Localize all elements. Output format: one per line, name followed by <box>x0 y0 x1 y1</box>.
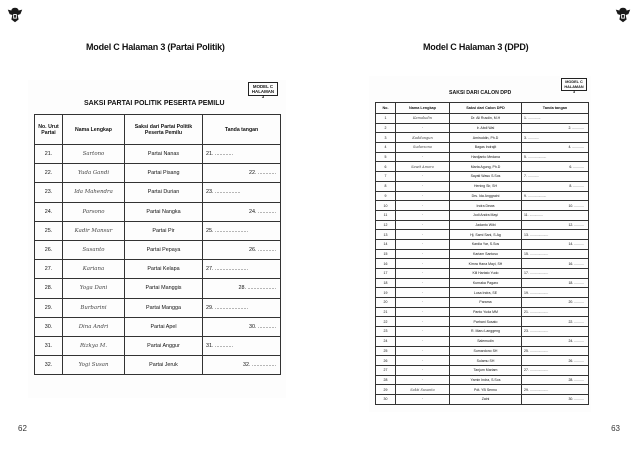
row-no: 23. <box>35 183 63 202</box>
table-header <box>376 103 589 114</box>
row-name: - <box>396 307 450 317</box>
row-candidate: Salemudin <box>450 336 522 346</box>
row-name: Yuda Gandi <box>63 164 125 183</box>
row-party: Partai Jeruk <box>125 356 203 375</box>
row-no: 2 <box>376 123 396 133</box>
row-name: - <box>396 288 450 298</box>
row-signature: 1. ............. <box>522 114 589 124</box>
row-name: Yoga Dani <box>63 279 125 298</box>
row-candidate: Bagas Indrajit <box>450 143 522 153</box>
row-signature: 18. .......... <box>522 278 589 288</box>
row-signature: 20. .......... <box>522 298 589 308</box>
row-no: 30. <box>35 317 63 336</box>
row-no: 24. <box>35 202 63 221</box>
row-signature: 21. ................... <box>522 307 589 317</box>
row-signature: 28. ................... <box>203 279 281 298</box>
row-party: Partai Anggur <box>125 336 203 355</box>
row-name: - <box>396 317 450 327</box>
row-name: - <box>396 278 450 288</box>
row-no: 11 <box>376 210 396 220</box>
table-row <box>376 356 589 366</box>
table-row <box>376 191 589 201</box>
row-no: 32. <box>35 356 63 375</box>
row-no: 18 <box>376 278 396 288</box>
row-signature: 12. .......... <box>522 220 589 230</box>
table-row <box>376 365 589 375</box>
row-candidate: Parhani Susato <box>450 317 522 327</box>
row-signature: 30. ............ <box>203 317 281 336</box>
row-candidate: Dr. Ali Rusdin, M.H <box>450 114 522 124</box>
row-signature: 11. .............. <box>522 210 589 220</box>
row-no: 12 <box>376 220 396 230</box>
row-name: - <box>396 210 450 220</box>
table-row <box>376 181 589 191</box>
row-no: 7 <box>376 172 396 182</box>
running-title: Model C Halaman 3 (Partai Politik) <box>86 42 225 52</box>
row-party: Partai Nangka <box>125 202 203 221</box>
row-name: Parsono <box>63 202 125 221</box>
row-no: 23 <box>376 327 396 337</box>
row-name: - <box>396 346 450 356</box>
row-signature: 6. ........... <box>522 162 589 172</box>
table-row <box>376 307 589 317</box>
row-signature: 16. .......... <box>522 259 589 269</box>
row-name: Sakti Susanto <box>396 385 450 395</box>
row-party: Partai Durian <box>125 183 203 202</box>
row-no: 13 <box>376 230 396 240</box>
row-signature: 22. .......... <box>522 317 589 327</box>
row-candidate: Jodi Andra Mayi <box>450 210 522 220</box>
row-candidate: Sumardono SH <box>450 346 522 356</box>
row-no: 8 <box>376 181 396 191</box>
table-row <box>35 221 281 240</box>
row-signature: 23. ................... <box>522 327 589 337</box>
table-row <box>376 336 589 346</box>
row-no: 30 <box>376 394 396 404</box>
row-no: 27. <box>35 260 63 279</box>
row-candidate: Kill Hartato Yudo <box>450 269 522 279</box>
row-no: 22 <box>376 317 396 327</box>
right-page <box>319 0 638 453</box>
row-signature: 29. ...................... <box>203 298 281 317</box>
row-name: - <box>396 249 450 259</box>
row-candidate: Sulamu SH <box>450 356 522 366</box>
row-name: - <box>396 356 450 366</box>
row-signature: 25. ................... <box>522 346 589 356</box>
row-no: 10 <box>376 201 396 211</box>
row-candidate: Indra Dewa <box>450 201 522 211</box>
row-name: - <box>396 230 450 240</box>
row-candidate: Kariam Santoso <box>450 249 522 259</box>
row-party: Partai Mangga <box>125 298 203 317</box>
row-party: Partai Pepaya <box>125 240 203 259</box>
row-name: Kariana <box>63 260 125 279</box>
row-candidate: Kurnaka Pagaro <box>450 278 522 288</box>
row-signature: 9. ................... <box>522 191 589 201</box>
table-row <box>35 356 281 375</box>
row-party: Partai Apel <box>125 317 203 336</box>
row-signature: 24. .......... <box>522 336 589 346</box>
table-row <box>376 317 589 327</box>
table-header <box>35 115 281 145</box>
row-candidate: Hening Sir, SH <box>450 181 522 191</box>
row-candidate: Pdt. YB Senno <box>450 385 522 395</box>
row-candidate: Zaini <box>450 394 522 404</box>
row-signature: 26. .......... <box>522 356 589 366</box>
col-header-no: No. <box>376 103 396 114</box>
table-row <box>35 279 281 298</box>
table-row <box>35 240 281 259</box>
model-label-line2: HALAMAN 3 <box>251 89 275 99</box>
row-name: - <box>396 327 450 337</box>
table-row <box>376 201 589 211</box>
row-signature: 21. ............ <box>203 145 281 164</box>
row-no: 26 <box>376 356 396 366</box>
col-header-candidate: Saksi dari Calon DPD <box>450 103 522 114</box>
table-row <box>376 375 589 385</box>
row-candidate: Ir. Abdi Wal <box>450 123 522 133</box>
page-number: 62 <box>18 424 27 433</box>
row-candidate: Panto Yuda MM <box>450 307 522 317</box>
row-name: - <box>396 269 450 279</box>
row-signature: 31. ............ <box>203 336 281 355</box>
row-name: - <box>396 172 450 182</box>
model-label-line1: MODEL C <box>565 80 583 84</box>
row-name: - <box>396 259 450 269</box>
row-signature: 23. ................. <box>203 183 281 202</box>
row-no: 20 <box>376 298 396 308</box>
row-name: Ida Mahendra <box>63 183 125 202</box>
row-no: 29. <box>35 298 63 317</box>
row-no: 15 <box>376 249 396 259</box>
row-signature: 19. ................... <box>522 288 589 298</box>
row-no: 5 <box>376 152 396 162</box>
row-candidate: Jadanto Wibi <box>450 220 522 230</box>
col-header-name: Nama Lengkap <box>396 103 450 114</box>
table-row <box>376 172 589 182</box>
table-row <box>35 164 281 183</box>
row-no: 16 <box>376 259 396 269</box>
row-signature: 25. ...................... <box>203 221 281 240</box>
row-no: 24 <box>376 336 396 346</box>
running-title: Model C Halaman 3 (DPD) <box>423 42 529 52</box>
row-signature: 24. ............ <box>203 202 281 221</box>
row-name: Yogi Susan <box>63 356 125 375</box>
row-no: 4 <box>376 143 396 153</box>
table-row <box>376 239 589 249</box>
row-candidate: Hj. Sami Sani, S.Ag <box>450 230 522 240</box>
table-row <box>376 143 589 153</box>
row-name: - <box>396 191 450 201</box>
form-title: SAKSI PARTAI POLITIK PESERTA PEMILU <box>84 100 225 107</box>
row-signature: 10. .......... <box>522 201 589 211</box>
row-name: Burbarini <box>63 298 125 317</box>
row-no: 31. <box>35 336 63 355</box>
table-row <box>376 230 589 240</box>
table-row <box>376 385 589 395</box>
col-header-no: No. Urut Partai <box>35 115 63 145</box>
table-row <box>376 114 589 124</box>
garuda-emblem-icon <box>6 6 24 24</box>
row-no: 1 <box>376 114 396 124</box>
row-no: 28. <box>35 279 63 298</box>
row-candidate: R. Maru Langgeng <box>450 327 522 337</box>
table-row <box>376 249 589 259</box>
table-row <box>376 269 589 279</box>
row-signature: 7. ........... <box>522 172 589 182</box>
row-name: - <box>396 365 450 375</box>
row-no: 22. <box>35 164 63 183</box>
row-name: Kadir Mansur <box>63 221 125 240</box>
row-no: 3 <box>376 133 396 143</box>
row-name: - <box>396 220 450 230</box>
table-row <box>376 133 589 143</box>
row-no: 25. <box>35 221 63 240</box>
row-signature: 13. ................... <box>522 230 589 240</box>
party-witness-table <box>34 114 281 375</box>
col-header-party: Saksi dari Partai Politik Peserta Pemilu <box>125 115 203 145</box>
garuda-emblem-icon <box>614 6 632 24</box>
table-row <box>376 220 589 230</box>
row-name: - <box>396 181 450 191</box>
row-signature: 27. ................... <box>522 365 589 375</box>
form-title: SAKSI DARI CALON DPD <box>449 90 512 96</box>
row-no: 28 <box>376 375 396 385</box>
row-signature: 4. ............ <box>522 143 589 153</box>
row-name: - <box>396 375 450 385</box>
table-row <box>376 394 589 404</box>
row-name: Kaddungun <box>396 133 450 143</box>
model-label-box <box>248 82 278 99</box>
table-row <box>376 162 589 172</box>
row-name: Sawit Amoro <box>396 162 450 172</box>
row-signature: 28. .......... <box>522 375 589 385</box>
model-label-line1: MODEL C <box>252 84 274 89</box>
dpd-witness-form <box>369 76 591 412</box>
table-row <box>376 278 589 288</box>
row-no: 29 <box>376 385 396 395</box>
row-name: - <box>396 123 450 133</box>
row-candidate: Parama <box>450 298 522 308</box>
row-candidate: Sayati Wasu S.Sos <box>450 172 522 182</box>
row-signature: 2. ............ <box>522 123 589 133</box>
row-no: 6 <box>376 162 396 172</box>
row-signature: 8. ........... <box>522 181 589 191</box>
row-name: Kamaludin <box>396 114 450 124</box>
row-party: Partai Manggis <box>125 279 203 298</box>
row-name: - <box>396 239 450 249</box>
table-row <box>376 288 589 298</box>
row-signature: 14. .......... <box>522 239 589 249</box>
row-name: - <box>396 298 450 308</box>
row-signature: 29. ................... <box>522 385 589 395</box>
row-name: - <box>396 152 450 162</box>
row-no: 19 <box>376 288 396 298</box>
model-label-box <box>561 78 587 94</box>
page-number: 63 <box>611 424 620 433</box>
row-signature: 32. ................ <box>203 356 281 375</box>
row-candidate: Kardia Yar, S.Sos <box>450 239 522 249</box>
row-candidate: Yamin Indra, S.Sos <box>450 375 522 385</box>
row-party: Partai Nanas <box>125 145 203 164</box>
col-header-name: Nama Lengkap <box>63 115 125 145</box>
table-row <box>35 317 281 336</box>
table-row <box>376 123 589 133</box>
table-row <box>35 145 281 164</box>
row-candidate: Amiruddin, Ph.D <box>450 133 522 143</box>
row-candidate: Lusa Indra, SE <box>450 288 522 298</box>
table-row <box>35 260 281 279</box>
row-name: - <box>396 394 450 404</box>
row-name: Susanto <box>63 240 125 259</box>
row-name: Sudarsono <box>396 143 450 153</box>
table-row <box>35 183 281 202</box>
table-row <box>376 259 589 269</box>
row-name: - <box>396 336 450 346</box>
row-signature: 27. ...................... <box>203 260 281 279</box>
row-party: Partai Pir <box>125 221 203 240</box>
row-signature: 15. ................... <box>522 249 589 259</box>
row-no: 27 <box>376 365 396 375</box>
table-row <box>376 152 589 162</box>
row-candidate: Drs. Ida Anggraini <box>450 191 522 201</box>
row-signature: 5. ................... <box>522 152 589 162</box>
party-witness-form <box>28 80 286 398</box>
row-no: 21 <box>376 307 396 317</box>
row-name: Sartono <box>63 145 125 164</box>
model-label-line2: HALAMAN 3 <box>564 85 584 94</box>
table-row <box>376 210 589 220</box>
row-signature: 17. ................... <box>522 269 589 279</box>
row-name: Dina Andri <box>63 317 125 336</box>
row-candidate: Kimra Hana Mayi, SH <box>450 259 522 269</box>
row-candidate: Marta Agung, Ph.D <box>450 162 522 172</box>
row-party: Partai Pisang <box>125 164 203 183</box>
row-signature: 3. ........... <box>522 133 589 143</box>
row-no: 21. <box>35 145 63 164</box>
row-no: 25 <box>376 346 396 356</box>
row-candidate: Tanjum Mariam <box>450 365 522 375</box>
row-no: 26. <box>35 240 63 259</box>
row-no: 14 <box>376 239 396 249</box>
row-candidate: Hardjanto Medana <box>450 152 522 162</box>
table-row <box>35 202 281 221</box>
dpd-witness-table <box>375 102 589 405</box>
row-signature: 26. ............ <box>203 240 281 259</box>
table-row <box>376 346 589 356</box>
row-party: Partai Kelapa <box>125 260 203 279</box>
table-row <box>35 298 281 317</box>
col-header-signature: Tanda tangan <box>522 103 589 114</box>
row-no: 9 <box>376 191 396 201</box>
row-signature: 22. ............ <box>203 164 281 183</box>
table-row <box>376 298 589 308</box>
row-name: Rizkya M. <box>63 336 125 355</box>
row-name: - <box>396 201 450 211</box>
row-signature: 30. .......... <box>522 394 589 404</box>
col-header-signature: Tanda tangan <box>203 115 281 145</box>
table-row <box>376 327 589 337</box>
row-no: 17 <box>376 269 396 279</box>
table-row <box>35 336 281 355</box>
